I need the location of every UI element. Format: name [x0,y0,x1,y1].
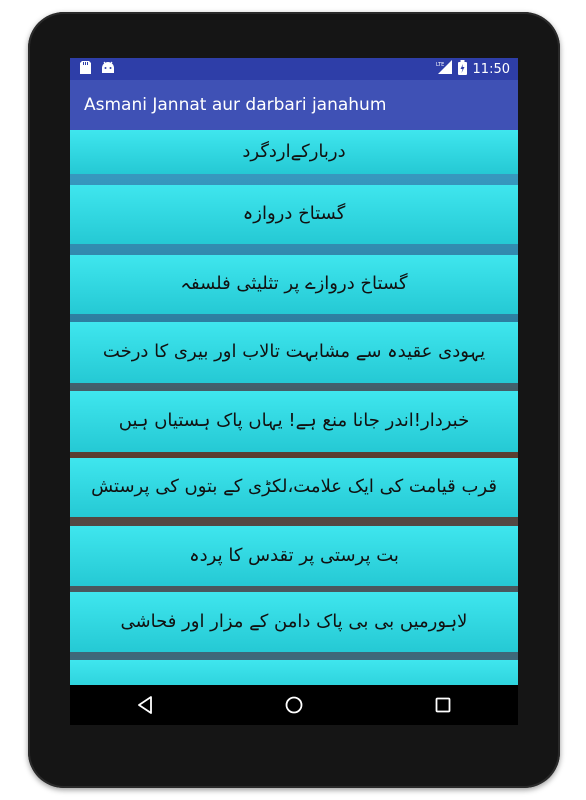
list-item-label: لاہورمیں بی بی پاک دامن کے مزار اور فحاشی [120,610,468,632]
clock: 11:50 [472,61,510,77]
app-title: Asmani Jannat aur darbari janahum [84,95,387,115]
list-item[interactable] [70,255,518,314]
svg-text:LTE: LTE [435,62,444,68]
recents-icon [435,697,451,713]
list-item-label: خبردار!اندر جانا منع ہے! یہاں پاک ہستیاں ہیں [118,410,470,432]
lte-signal-icon [436,60,452,78]
list-item[interactable] [70,660,518,685]
list-item-label: قرب قیامت کی ایک علامت،لکڑی کے بتوں کی پرستش [91,476,497,498]
list-item[interactable] [70,592,518,652]
list-item-label: گستاخ دروازہ [242,203,346,225]
list-item-label: گستاخ دروازے پر تثلیثی فلسفہ [180,273,408,295]
battery-icon [458,60,467,79]
sd-card-icon [80,61,91,78]
home-icon [285,696,303,714]
list-item[interactable] [70,526,518,586]
list-item[interactable] [70,322,518,383]
back-icon [137,696,153,714]
app-bar [70,80,518,130]
list-item[interactable] [70,185,518,244]
list-item[interactable] [70,391,518,452]
list-item-label: بت پرستی پر تقدس کا پردہ [189,544,399,566]
home-button[interactable] [279,690,309,720]
status-bar [70,58,518,80]
list-item-label: دربارکےاردگرد [242,140,346,162]
android-icon [101,61,115,78]
topic-list [70,130,518,685]
list-item[interactable] [70,130,518,174]
list-item-label: یہودی عقیدہ سے مشابہت تالاب اور بیری کا درخت [102,341,486,363]
recents-button[interactable] [428,690,458,720]
navigation-bar [70,685,518,725]
screen [70,58,518,685]
list-item[interactable] [70,458,518,517]
back-button[interactable] [130,690,160,720]
